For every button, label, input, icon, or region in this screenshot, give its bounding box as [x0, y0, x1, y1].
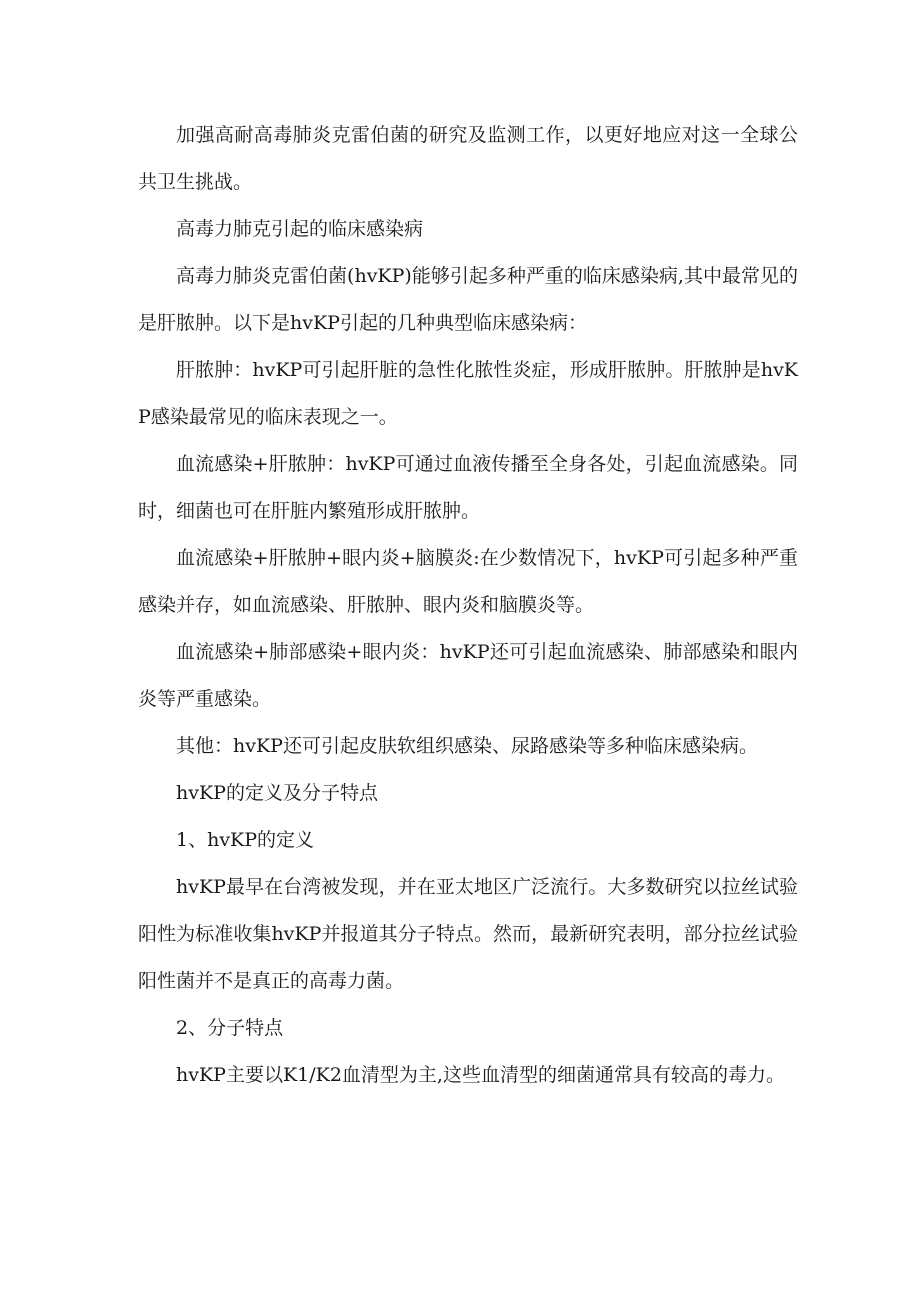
- paragraph-bloodstream-lung-eye: 血流感染+肺部感染+眼内炎：hvKP还可引起血流感染、肺部感染和眼内炎等严重感染。: [138, 641, 798, 710]
- paragraph-liver-abscess: 肝脓肿：hvKP可引起肝脏的急性化脓性炎症，形成肝脓肿。肝脓肿是hvKP感染最常见的临床表现之一。: [138, 359, 798, 428]
- paragraph-other-infections: 其他：hvKP还可引起皮肤软组织感染、尿路感染等多种临床感染病。: [176, 735, 758, 757]
- paragraph-bloodstream-liver: 血流感染+肝脓肿：hvKP可通过血液传播至全身各处，引起血流感染。同时，细菌也可在肝脏内繁殖形成肝脓肿。: [138, 453, 798, 522]
- section-heading-definition-molecular: hvKP的定义及分子特点: [176, 782, 378, 804]
- paragraph-definition: hvKP最早在台湾被发现，并在亚太地区广泛流行。大多数研究以拉丝试验阳性为标准收集hvKP并报道其分子特点。然而，最新研究表明，部分拉丝试验阳性菌并不是真正的高毒力菌。: [138, 876, 798, 992]
- paragraph-multiple-infections: 血流感染+肝脓肿+眼内炎+脑膜炎:在少数情况下，hvKP可引起多种严重感染并存，如血流感染、肝脓肿、眼内炎和脑膜炎等。: [138, 547, 798, 616]
- subheading-molecular-features: 2、分子特点: [176, 1017, 284, 1039]
- paragraph-intro: 加强高耐高毒肺炎克雷伯菌的研究及监测工作，以更好地应对这一全球公共卫生挑战。: [138, 124, 798, 193]
- section-heading-clinical-infections: 高毒力肺克引起的临床感染病: [176, 218, 424, 240]
- paragraph-molecular-features: hvKP主要以K1/K2血清型为主,这些血清型的细菌通常具有较高的毒力。: [176, 1064, 785, 1086]
- paragraph-hvkp-overview: 高毒力肺炎克雷伯菌(hvKP)能够引起多种严重的临床感染病,其中最常见的是肝脓肿。以下是hvKP引起的几种典型临床感染病：: [138, 265, 798, 334]
- document-body: [138, 112, 798, 1099]
- subheading-definition: 1、hvKP的定义: [176, 829, 315, 851]
